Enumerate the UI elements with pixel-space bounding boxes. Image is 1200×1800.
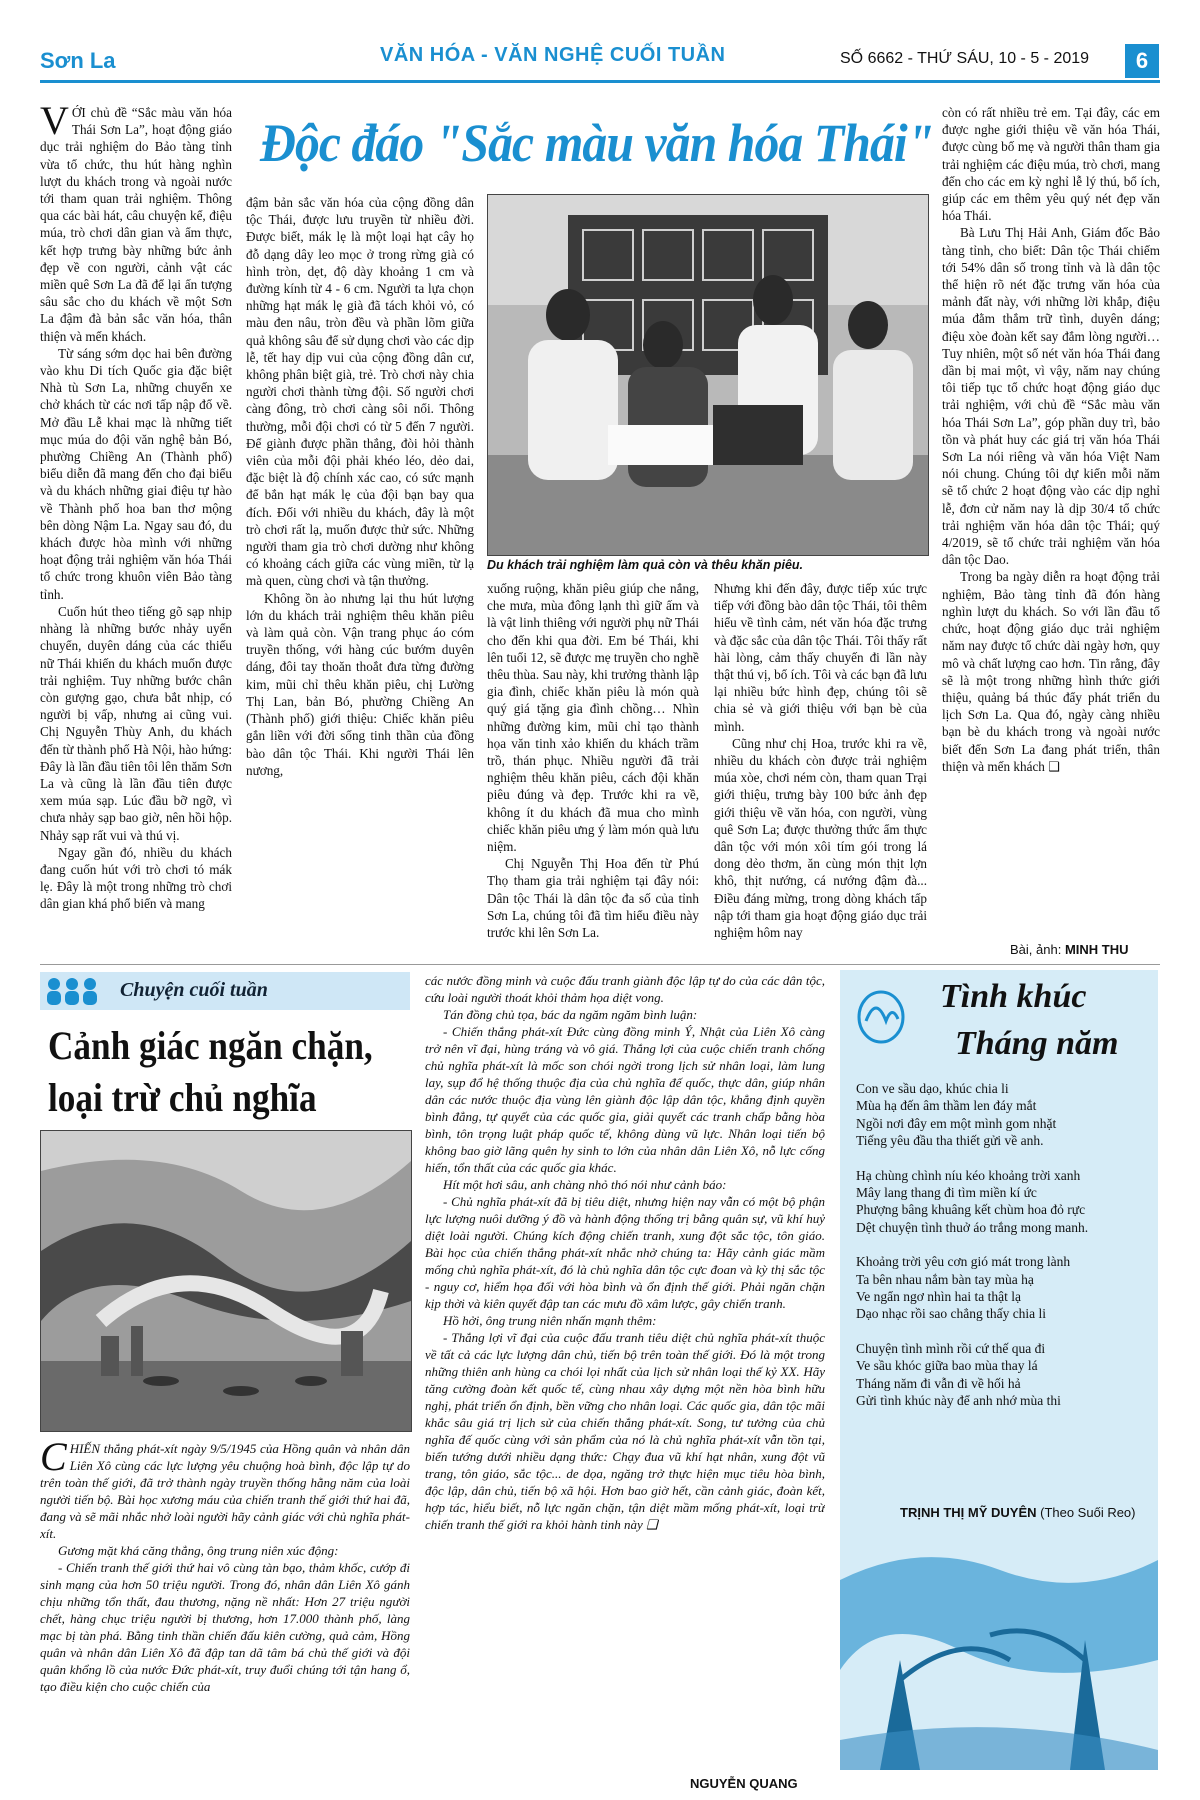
poem-line: Dạo nhạc rồi sao chẳng thấy chia li (856, 1306, 1047, 1322)
paragraph: còn có rất nhiều trẻ em. Tại đây, các em được nghe giới thiệu về văn hóa Thái, được cùng bố mẹ và người thân tham gia trải nghiệm các điệu múa, trò chơi, mang đến cho các em kỳ nghỉ lễ lý thú, bổ ích, giúp các em thêm yêu quý nét đẹp văn hóa Thái. (942, 105, 1160, 224)
article1-photo (487, 194, 929, 556)
article2-illustration (40, 1130, 412, 1432)
page-number: 6 (1125, 44, 1159, 78)
article1-byline (1010, 942, 1128, 957)
poem-line: Hạ chùng chình níu kéo khoảng trời xanh (856, 1167, 1081, 1183)
poem-line: Dệt chuyện tình thuở áo trắng mong manh. (856, 1219, 1089, 1235)
headline-line: Cảnh giác ngăn chặn, (48, 1023, 373, 1068)
paragraph: - Chủ nghĩa phát-xít đã bị tiêu diệt, nhưng hiện nay vẫn có một bộ phận lực lượng nuôi dưỡng ý đồ và hành động thống trị bằng quân sự, vũ khí huỷ diệt loài người. Chúng kích động chiến tranh, xung đột sắc tộc, tôn giáo. Bài học của chiến thắng phát-xít nhắc nhở chúng ta: Hãy cảnh giác mầm mống chủ nghĩa phát-xít, đó là chủ nghĩa dân tộc cực đoan và kỳ thị sắc tộc - nguy cơ, hiểm họa đối với hòa bình và ổn định thế giới. Phải ngăn chặn kịp thời và kiên quyết đập tan các mưu đồ xâm lược, gây chiến tranh. (425, 1194, 825, 1311)
paragraph: - Chiến thắng phát-xít Đức cùng đồng minh Ý, Nhật của Liên Xô càng trở nên vĩ đại, hùng tráng và vô giá. Thắng lợi của cuộc chiến tranh chống chủ nghĩa phát-xít là mốc son chói ngời trong lịch sử nhân loại, làm lung lay, sụp đổ hệ thống thuộc địa của chủ nghĩa đế quốc, thực dân, giúp nhân dân các nước thuộc địa vùng lên giành độc lập dân tộc, khẳng định quyền bình đẳng, tự quyết của các quốc gia, giải quyết các tranh chấp bằng hòa bình, tôn trọng luật pháp quốc tế, không dùng vũ lực. Nhân loại tiến bộ không bao giờ lãng quên hy sinh to lớn của nhân dân Liên Xô, nỗ lực cống hiến, tổn thất của các quốc gia khác. (425, 1024, 825, 1175)
article1-column-1 (40, 104, 232, 962)
paragraph: Ngay gần đó, nhiều du khách đang cuốn hút với trò chơi tó mák lẹ. Đây là một trong những trò chơi dân gian khá phổ biến và mang (40, 844, 232, 912)
section-divider (40, 964, 1160, 965)
tree-photo (840, 1540, 1158, 1770)
article2-column-1 (40, 1440, 410, 1778)
paragraph: Không ồn ào nhưng lại thu hút lượng lớn du khách trải nghiệm thêu khăn piêu và làm quả còn. Vận trang phục áo cóm truyền thống, với hàng cúc bướm duyên dáng, đôi tay thoăn thoắt đưa từng đường kim, mũi chỉ thêu khăn piêu, chị Lường Thị Lan, bản Bó, phường Chiềng An (Thành phố) giới thiệu: Chiếc khăn piêu gắn liền với đời sống tinh thần của đồng bào dân tộc Thái. Khi người Thái lên nương, (246, 590, 474, 778)
poem-line: Khoảng trời yêu cơn gió mát trong lành (856, 1254, 1071, 1270)
paragraph: đậm bản sắc văn hóa của cộng đồng dân tộc Thái, được lưu truyền từ nhiều đời. Được biết, mák lẹ là một loại hạt cây họ đỗ dạng dây leo mọc ở trong rừng già có hình tròn, dẹt, độ dày khoảng 1 cm và đường kính từ 4 - 6 cm. Người ta lựa chọn những hạt mák lẹ già đã tách khỏi vỏ, có màu đen nâu, tròn đều và phần lõm giữa quả không sâu để sử dụng chơi vào các dịp lễ, tết hay dịp vui của cộng đồng dân cư, không phân biệt già, trẻ. Trò chơi này chia người chơi thành từng đội. Số người chơi càng đông, trò chơi càng sôi nổi. Thông thường, mỗi đội chơi có từ 5 đến 7 người. Để giành được phần thắng, đòi hỏi thành viên của mỗi đội phải khéo léo, dẻo dai, đặc biệt là độ chính xác cao, có sức mạnh để bắn hạt mák lẹ của đội bạn bay qua đích. Đối với nhiều du khách, đây là một trò chơi rất lạ, muốn được thử sức. Những người tham gia trò chơi dường như không có khoảng cách giữa các vùng miền, từ lạ mà quen, cùng chơi và tận thưởng. (246, 195, 474, 589)
header-rule (40, 80, 1160, 83)
poem-stanza (856, 1340, 1156, 1410)
paragraph: Cũng như chị Hoa, trước khi ra về, nhiều du khách còn được trải nghiệm múa xòe, chơi ném còn, tham quan Trại giới thiệu, trưng bày 100 bức ảnh đẹp giới thiệu về văn hóa, con người, vùng quê Sơn La; được thưởng thức ẩm thực dân tộc với món xôi tím gói trong lá dong dẻo thơm, ăn cùng món thịt lợn khô, thịt nướng, cá nướng đậm đà... Điều đáng mừng, trong dòng khách tấp nập tới tham gia hoạt động giáo dục trải nghiệm hôm nay (714, 735, 927, 941)
issue-date: SỐ 6662 - THỨ SÁU, 10 - 5 - 2019 (840, 50, 1090, 67)
paragraph: Bà Lưu Thị Hải Anh, Giám đốc Bảo tàng tỉnh, cho biết: Dân tộc Thái chiếm tới 54% dân số trong tỉnh và là dân tộc thể hiện rõ nét đặc trưng văn hóa của mảnh đất này, với những lời khắp, điệu múa đằm thắm trữ tình, duyên dáng; điệu xòe đoàn kết say đắm lòng người… Tuy nhiên, một số nét văn hóa Thái đang dần bị mai một, vì vậy, năm nay chúng tôi tiếp tục tổ chức hoạt động giáo dục trải nghiệm, với chủ đề “Sắc màu văn hóa Thái Sơn La”, góp phần duy trì, bảo tồn và phát huy các giá trị văn hóa Thái Sơn La nói riêng và văn hóa Việt Nam nói chung. Chúng tôi dự kiến mỗi năm sẽ tổ chức 2 hoạt động vào các dịp nghỉ lễ, đơn cử năm nay là dịp 30/4 tổ chức trải nghiệm văn hóa dân tộc Thái; quý 4/2019, sẽ tổ chức trải nghiệm văn hóa dân tộc Dao. (942, 225, 1160, 568)
poem-title-line: Tháng năm (955, 1025, 1119, 1062)
poem-line: Ve sầu khóc giữa bao mùa thay lá (856, 1358, 1038, 1374)
paragraph: Tán đồng chủ tọa, bác da ngăm ngăm bình luận: (443, 1007, 698, 1022)
newspaper-brand: Sơn La (40, 48, 116, 73)
poem-title-line: Tình khúc (940, 978, 1087, 1015)
article1-headline: Độc đáo "Sắc màu văn hóa Thái" (260, 113, 934, 173)
poem-line: Mùa hạ đến âm thầm len đáy mắt (856, 1098, 1037, 1114)
poem-line: Ve ngẩn ngơ nhìn hai ta thật lạ (856, 1289, 1021, 1305)
poem-author (900, 1505, 1136, 1520)
paragraph: xuống ruộng, khăn piêu giúp che nắng, che mưa, mùa đông lạnh thì giữ ấm và là vật linh thiêng với người phụ nữ Thái cho đến khi qua đời. Em bé Thái, khi lên tuổi 12, sẽ được mẹ truyền cho nghề thêu thùa. Sau này, khi trưởng thành lập gia đình, chiếc khăn piêu là món quà quý giá tặng gia đình chồng… Nhìn những đường kim, mũi chỉ tạo thành họa văn tinh xảo khiến du khách trầm trồ, thán phục. Nhiều người đã trải nghiệm thêu khăn piêu, cách đội khăn piêu đúng và đẹp. Trước khi ra về, không ít du khách đã mua cho mình chiếc khăn piêu ưng ý làm món quà lưu niệm. (487, 581, 699, 855)
page-header (40, 44, 1160, 94)
article1-column-2 (246, 194, 474, 962)
paragraph: Nhưng khi đến đây, được tiếp xúc trực tiếp với đồng bào dân tộc Thái, tôi thêm hiểu về tình cảm, nét văn hóa đặc trưng và đặc sắc của dân tộc Thái. Tôi thấy rất hài lòng, cảm thấy chuyến đi lần này thật thú vị, bổ ích. Tôi và các bạn đã lưu lại nhiều bức hình đẹp, chúng tôi sẽ chia sẻ và giới thiệu với bạn bè của mình. (714, 581, 927, 734)
kicker-label: Chuyện cuối tuần (120, 979, 268, 1001)
people-icon (40, 972, 110, 1010)
paragraph: HIẾN thắng phát-xít ngày 9/5/1945 của Hồng quân và nhân dân Liên Xô cùng các lực lượng yêu chuộng hoà bình, độc lập tự do trên toàn thế giới, đã trở thành ngày truyền thống hằng năm của loài người tiến bộ. Bài học xương máu của chiến tranh thế giới thứ hai đã, đang và sẽ mãi nhắc nhở loài người hãy cảnh giác với chủ nghĩa phát-xít. (40, 1441, 410, 1541)
poem-line: Tháng năm đi vẫn đi về hối hả (856, 1375, 1021, 1391)
article1-column-3 (487, 580, 699, 962)
paragraph: ỚI chủ đề “Sắc màu văn hóa Thái Sơn La”, hoạt động giáo dục trải nghiệm do Bảo tàng tỉnh vừa tổ chức, thu hút hàng nghìn lượt du khách trong và ngoài nước tới tham quan trải nghiệm. Thông qua các bài hát, câu chuyện kể, điệu múa, trò chơi dân gian và ẩm thực, kết hợp trưng bày những bức ảnh đẹp về con người, cảnh vật các miền quê Sơn La đã để lại ấn tượng sâu sắc cho du khách về một Sơn La đậm đà bản sắc văn hóa, thân thiện và mến khách. (40, 105, 232, 344)
article2-column-2 (425, 972, 825, 1774)
poem-line: Phượng bâng khuâng kết chùm hoa đỏ rực (856, 1202, 1086, 1218)
poem-line: Ta bên nhau nắm bàn tay mùa hạ (856, 1271, 1034, 1287)
paragraph: Cuốn hút theo tiếng gõ sạp nhịp nhàng là những bước nhảy uyển chuyển, duyên dáng của các thiếu nữ Thái khiến du khách muốn được trải nghiệm. Tuy những bước chân còn gượng gạo, chưa bắt nhịp, có người bị vấp, nhưng ai cũng vui. Chị Nguyễn Thùy Anh, du khách đến từ thành phố Hà Nội, hào hứng: Đây là lần đầu tiên tôi lên thăm Sơn La và cũng là lần đầu tiên được xem múa sạp. Lúc đầu bỡ ngỡ, vì chưa nhảy sạp bao giờ, nên hồi hộp. Nhảy sạp rất vui và thú vị. (40, 603, 232, 843)
poem-line: Gửi tình khúc này để anh nhớ mùa thi (856, 1393, 1061, 1409)
paragraph: Gương mặt khá căng thẳng, ông trung niên xúc động: (58, 1543, 339, 1558)
headline-line: loại trừ chủ nghĩa (48, 1075, 317, 1120)
photo-women-embroidering (488, 195, 928, 555)
paragraph: Từ sáng sớm dọc hai bên đường vào khu Di tích Quốc gia đặc biệt Nhà tù Sơn La, những chuyến xe chở khách từ các nơi tấp nập đổ về. Mở đầu Lễ khai mạc là những tiết mục múa do đội văn nghệ bản Bó, phường Chiềng An (Thành phố) biểu diễn đã mang đến cho đại biểu và du khách những giai điệu tự hào về Thành phố hoa ban thơ mộng bên dòng Nậm La. Ngay sau đó, du khách được hòa mình với những hoạt động trải nghiệm văn hóa Thái tổ chức trong khuôn viên Bảo tàng tỉnh. (40, 345, 232, 602)
poem-body (856, 1080, 1156, 1427)
paragraph: Trong ba ngày diễn ra hoạt động trải nghiệm, Bảo tàng tỉnh đã đón hàng nghìn lượt du khách. So với lần đầu tổ chức, hoạt động giáo dục trải nghiệm năm nay được tổ chức dài ngày hơn, quy mô và chất lượng cao hơn. Tin rằng, đây sẽ là một trong những hình thức giới thiệu, quảng bá thúc đẩy phát triển du lịch Sơn La. Qua đó, ngày càng nhiều bạn bè du khách trong và ngoài nước biết đến Sơn La đang phát triển, thân thiện và mến khách ❑ (942, 569, 1160, 774)
article2-byline: NGUYỄN QUANG (690, 1776, 798, 1791)
article1-column-4 (714, 580, 927, 962)
dropcap: C (40, 1440, 67, 1479)
poem-line: Chuyện tình mình rồi cứ thế qua đi (856, 1340, 1046, 1356)
section-title: VĂN HÓA - VĂN NGHỆ CUỐI TUẦN (380, 44, 726, 66)
paragraph: - Thắng lợi vĩ đại của cuộc đấu tranh tiêu diệt chủ nghĩa phát-xít thuộc về tất cả các lực lượng dân chủ, tiến bộ trên toàn thế giới. Đó là một trong những thiên anh hùng ca chói lọi nhất của lịch sử nhân loại thế kỷ XX. Hãy tăng cường đoàn kết quốc tế, cùng nhau xây dựng một nền hòa bình hữu nghị, phát triển ổn định, bền vững cho nhân loại. Các quốc gia, dân tộc mãi khắc sâu giá trị lịch sử của chiến thắng phát-xít. Song, tư tưởng của chủ nghĩa đế quốc cùng với sản phẩm của nó là chủ nghĩa phát-xít vẫn tồn tại, biến tướng dưới nhiều dạng thức: Chạy đua vũ khí hạt nhân, xung đột vũ trang, tôn giáo, sắc tộc... de dọa, ngăng trở thực hiện mục tiêu hòa bình, độc lập, dân chủ, tiến bộ xã hội. Hơn bao giờ hết, cần cảnh giác, đoàn kết, hợp tác, hiểu biết, nỗ lực ngăn chặn, tận diệt mầm mống phát-xít, loại trừ chiến tranh thế giới ra khỏi hành tinh này ❑ (425, 1330, 825, 1532)
byline-prefix: Bài, ảnh: (1010, 942, 1065, 957)
poem-stanza (856, 1253, 1156, 1323)
poem-line: Ngồi nơi đây em một mình gom nhặt (856, 1115, 1057, 1131)
poem-stanza (856, 1080, 1156, 1150)
poem-author-name: TRỊNH THỊ MỸ DUYÊN (900, 1505, 1037, 1520)
paragraph: Chị Nguyễn Thị Hoa đến từ Phú Thọ tham gia trải nghiệm tại đây nói: Dân tộc Thái là dân tộc đa số của tỉnh Sơn La, chúng tôi đã tìm hiểu điều này trước khi lên Sơn La. (487, 856, 699, 941)
war-illustration (41, 1131, 411, 1431)
paragraph: các nước đồng minh và cuộc đấu tranh giành độc lập tự do của các dân tộc, cứu loài người thoát khỏi thảm họa diệt vong. (425, 973, 825, 1005)
poem-stanza (856, 1167, 1156, 1237)
paragraph: Hồ hởi, ông trung niên nhấn mạnh thêm: (443, 1313, 657, 1328)
poem-line: Mây lang thang đi tìm miền kí ức (856, 1185, 1037, 1201)
poem-source: (Theo Suối Reo) (1036, 1505, 1136, 1520)
tree-image (840, 1540, 1158, 1770)
tho-logo-icon (856, 985, 906, 1045)
article1-column-5 (942, 104, 1160, 940)
paragraph: - Chiến tranh thế giới thứ hai vô cùng tàn bạo, thảm khốc, cướp đi sinh mạng của hơn 50 triệu người. Trong đó, nhân dân Liên Xô gánh chịu những tổn thất, đau thương, nặng nề nhất: Hơn 27 triệu người chết, hàng chục triệu người bị thương, hơn 17.000 thành phố, làng mạc bị tàn phá. Bằng tinh thần chiến đấu kiên cường, quả cảm, Hồng quân và nhân dân Liên Xô đã đập tan dã tâm bá chủ thế giới và đội quân khổng lồ của nước Đức phát-xít, truy đuổi chúng tới tận hang ổ, tạo điều kiện cho cuộc chiến của (40, 1560, 410, 1694)
poem-line: Con ve sầu dạo, khúc chia li (856, 1081, 1009, 1096)
poem-line: Tiếng yêu đầu tha thiết gửi về anh. (856, 1133, 1044, 1149)
dropcap: V (40, 104, 69, 143)
paragraph: Hít một hơi sâu, anh chàng nhỏ thó nói như cảnh báo: (443, 1177, 727, 1192)
byline-author: MINH THU (1064, 942, 1129, 957)
photo-caption: Du khách trải nghiệm làm quả còn và thêu khăn piêu. (487, 558, 804, 572)
